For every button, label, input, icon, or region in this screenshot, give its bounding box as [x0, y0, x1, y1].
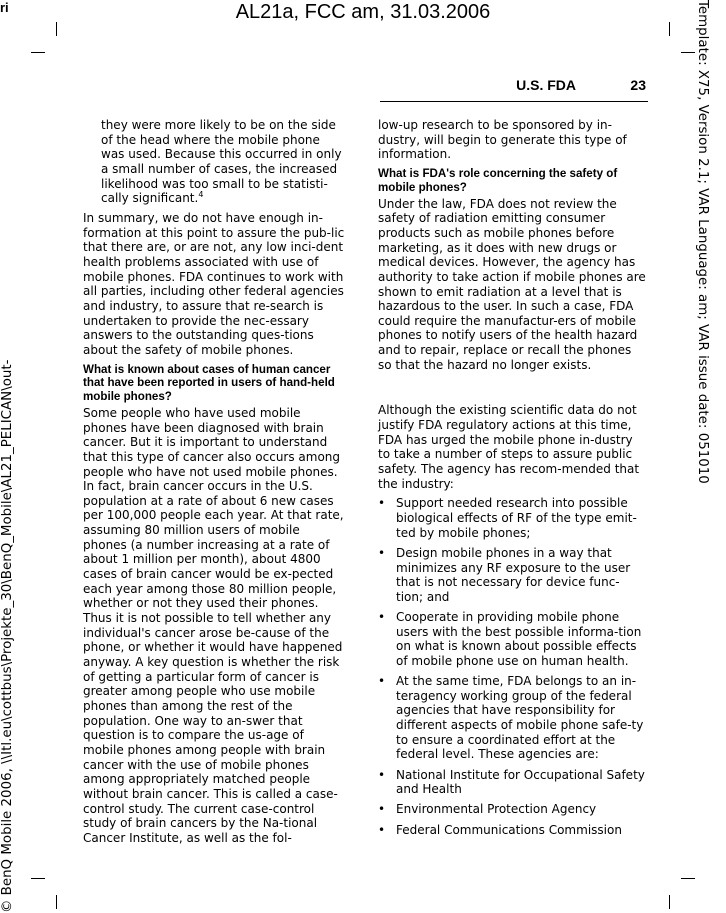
left-column	[83, 118, 345, 851]
bullet-icon: •	[378, 767, 386, 782]
template-info-vertical: Template: X75, Version 2.1; VAR Language: am; VAR issue date: 051010	[695, 0, 710, 484]
crop-mark	[669, 895, 670, 909]
running-header	[380, 74, 648, 104]
list-item: • National Institute for Occupational Safety and Health	[378, 767, 645, 797]
paragraph: low-up research to be sponsored by in-dustry, will begin to generate this type of information.	[378, 118, 627, 162]
page-number: 23	[630, 77, 646, 93]
crop-mark	[31, 878, 45, 879]
bullet-icon: •	[378, 609, 386, 624]
paragraph: Under the law, FDA does not review the safety of radiation emitting consumer products such as mobile phones before marketing, as it does with new drugs or medical devices. However, the agency has authority to take action if mobile phones are shown to emit radiation at a level that is hazardous to the user. In such a case, FDA could require the manufactur-ers of mobile phones to notify users of the health hazard and to repair, replace or recall the phones so that the hazard no longer exists.	[378, 196, 646, 372]
document-slug-title: AL21a, FCC am, 31.03.2006	[235, 1, 491, 23]
bullet-icon: •	[378, 802, 386, 817]
paragraph: Some people who have used mobile phones have been diagnosed with brain cancer. But it is important to understand that this type of cancer also occurs among people who have not used mobile phones. In fact, brain cancer occurs in the U.S. population at a rate of about 6 new cases per 100,000 people each year. At that rate, assuming 80 million users of mobile phones (a number increasing at a rate of about 1 million per month), about 4800 cases of brain cancer would be ex-pected each year among those 80 million people, whether or not they used their phones. Thus it is not possible to tell whether any individual's cancer arose be-cause of the phone, or whether it would have happened anyway. A key question is whether the risk of getting a particular form of cancer is greater among people who use mobile phones than among the rest of the population. One way to an-swer that question is to compare the us-age of mobile phones among people with brain cancer with the use of mobile phones among appropriately matched people without brain cancer. This is called a case-control study. The current case-control study of brain cancers by the Na-tional Cancer Institute, as well as the fol-	[83, 405, 344, 845]
bullet-icon: •	[378, 496, 386, 511]
footnote-marker: 4	[198, 190, 204, 200]
corner-slug: ri	[0, 0, 9, 15]
crop-mark	[56, 895, 57, 909]
bullet-icon: •	[378, 545, 386, 560]
list-item: • Environmental Protection Agency	[378, 802, 597, 817]
section-title: U.S. FDA	[516, 77, 576, 93]
bullet-icon: •	[378, 822, 386, 837]
copyright-path-vertical: © BenQ Mobile 2006, \\Itl.eu\cottbus\Projekte_30\BenQ_Mobile\AL21_PELICAN\out-	[0, 359, 15, 913]
crop-mark	[681, 878, 695, 879]
list-item: • Federal Communications Commission	[378, 822, 622, 837]
question-heading: What is known about cases of human cancer that have been reported in users of hand-held mobile phones?	[83, 362, 335, 404]
bullet-icon: •	[378, 674, 386, 689]
list-item: • Support needed research into possible biological effects of RF of the type emit-ted by mobile phones;	[378, 496, 637, 540]
right-column	[378, 118, 646, 843]
crop-mark	[669, 22, 670, 36]
question-heading: What is FDA's role concerning the safety of mobile phones?	[378, 166, 618, 194]
paragraph: Although the existing scientific data do not justify FDA regulatory actions at this time, FDA has urged the mobile phone in-dustry to take a number of steps to assure public safety. The agency has recom-mended that the industry:	[378, 403, 640, 491]
header-rule	[380, 101, 648, 102]
crop-mark	[56, 22, 57, 36]
crop-mark	[31, 52, 45, 53]
list-item: • Design mobile phones in a way that minimizes any RF exposure to the user that is not necessary for device func-tion; and	[378, 545, 631, 604]
crop-mark	[681, 52, 695, 53]
paragraph: In summary, we do not have enough in-formation at this point to assure the pub-lic that there are, or are not, any low inci-dent health problems associated with use of mobile phones. FDA continues to work with all parties, including other federal agencies and industry, to assure that re-search is undertaken to provide the nec-essary answers to the outstanding ques-tions about the safety of mobile phones.	[83, 210, 345, 357]
list-item: • Cooperate in providing mobile phone users with the best possible informa-tion on what is known about possible effects of mobile phone use on human health.	[378, 609, 642, 668]
recommendation-list	[378, 496, 646, 837]
list-item: • At the same time, FDA belongs to an in-teragency working group of the federal agencies that have responsibility for different aspects of mobile phone safe-ty to ensure a coordinated effort at the federal level. These agencies are:	[378, 674, 644, 762]
paragraph: they were more likely to be on the side of the head where the mobile phone was used. Because this occurred in only a small number of cases, the increased likelihood was too small to be statisti-cally significant.$^4$	[101, 118, 342, 206]
